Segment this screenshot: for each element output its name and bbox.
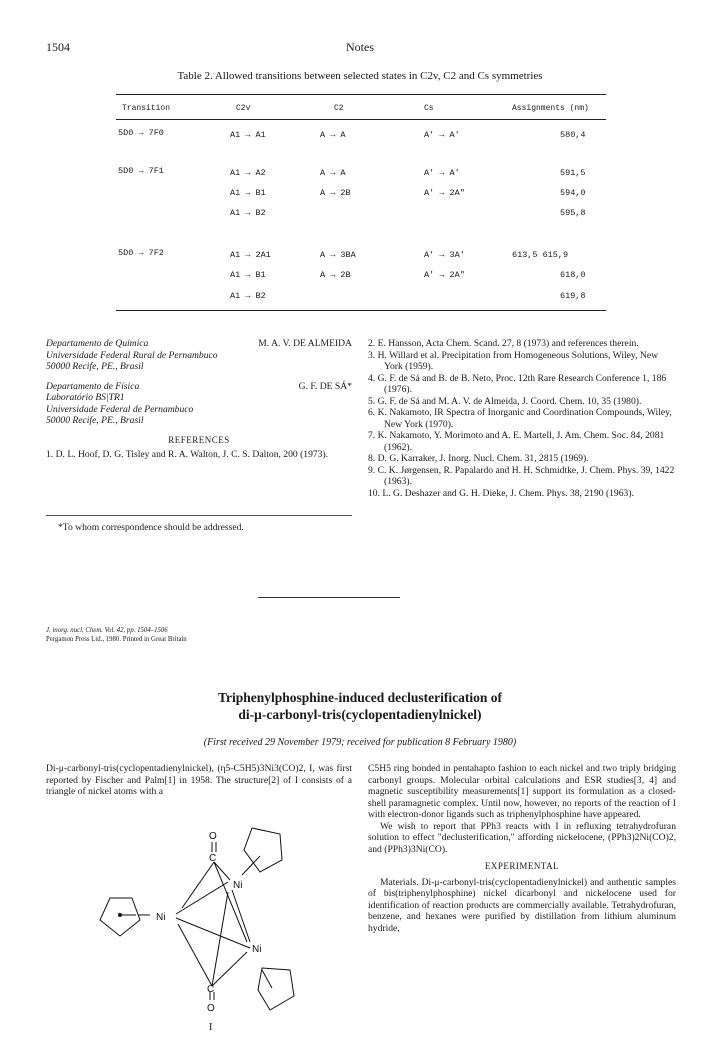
table-cell-assignment: 591,5	[560, 168, 586, 178]
structure-diagram	[82, 820, 327, 1035]
materials-paragraph: Materials. Di-μ-carbonyl-tris(cyclopentadienylnickel) and authentic samples of bis(triphenylphosphine) nickel dicarbonyl and nickelocene used for identification of reaction products are commercially available. Tetrahydrofuran, benzene, and hexanes were purified by distillation from lithium aluminum hydride,	[368, 876, 676, 934]
journal-info	[46, 627, 187, 644]
table-cell-c2v: A1 → A2	[230, 168, 266, 178]
right-column-references	[368, 338, 676, 499]
cyclopentadienyl-ring	[244, 828, 282, 872]
reference-item: 2. E. Hansson, Acta Chem. Scand. 27, 8 (1973) and references therein.	[368, 338, 639, 349]
table-cell-assignment: 594,0	[560, 188, 586, 198]
table-cell-c2v: A1 → B1	[230, 188, 266, 198]
author-name: G. F. DE SÁ*	[298, 380, 352, 392]
reference-item: 8. D. G. Karraker, J. Inorg. Nucl. Chem. 31, 2815 (1969).	[368, 453, 589, 464]
table-bottom-rule	[116, 310, 606, 311]
affiliation-line: 50000 Recife, PE., Brasil	[46, 361, 144, 372]
carbon-label-bottom: C	[207, 984, 215, 995]
table-header-assignments: Assignments (nm)	[512, 104, 589, 113]
table-cell-assignment: 619,8	[560, 291, 586, 301]
affiliation-line: Universidade Federal Rural de Pernambuco	[46, 349, 218, 361]
compound-label: I	[209, 1022, 213, 1033]
nickel-label-1: Ni	[233, 880, 243, 891]
table-cell-c2v: A1 → B1	[230, 270, 266, 280]
footnote: *To whom correspondence should be addressed.	[58, 522, 244, 533]
affiliation-2	[46, 381, 352, 427]
received-dates: (First received 29 November 1979; received for publication 8 February 1980)	[203, 737, 517, 748]
nickel-label-2: Ni	[156, 912, 166, 923]
table-header-transition: Transition	[122, 104, 171, 113]
article-separator	[258, 597, 400, 598]
article-right-column	[368, 763, 676, 934]
footnote-rule	[46, 515, 352, 516]
table-cell-cs: A' → A'	[424, 168, 460, 178]
table-cell-c2: A → A	[320, 130, 346, 140]
article-title	[0, 689, 720, 723]
table-transition: 5D0 → 7F2	[118, 248, 164, 258]
page-number: 1504	[46, 40, 70, 54]
reference-item: 1. D. L. Hoof, D. G. Tisley and R. A. Walton, J. C. S. Dalton, 200 (1973).	[46, 449, 329, 460]
table-header-rule	[116, 119, 606, 120]
affiliation-1	[46, 338, 352, 373]
table-cell-cs: A' → A'	[424, 130, 460, 140]
article-paragraph: We wish to report that PPh3 reacts with I in refluxing tetrahydrofuran solution to effect "declusterification," affording nickelocene, (PPh3)2Ni(CO)2, and (PPh3)3Ni(CO).	[368, 820, 676, 855]
affiliation-line: 50000 Recife, PE., Brasil	[46, 415, 144, 426]
article-paragraph: C5H5 ring bonded in pentahapto fashion to each nickel and two triply bridging carbonyl groups. Molecular orbital calculations and ESR studies[3, 4] and magnetic susceptibility measurements[1] support its formulation as a closed-shell paramagnetic complex. Until now, however, no reports of the reaction of I with electron-donor ligands such as triphenylphosphine have appeared.	[368, 763, 676, 820]
table-cell-assignment: 618,0	[560, 270, 586, 280]
affiliation-line: Universidade Federal de Pernambuco	[46, 403, 194, 415]
table-caption: Table 2. Allowed transitions between selected states in C2v, C2 and Cs symmetries	[177, 70, 543, 82]
table-cell-assignment: 580,4	[560, 130, 586, 140]
cyclopentadienyl-ring	[258, 968, 294, 1010]
reference-item: 5. G. F. de Sá and M. A. V. de Almeida, J. Coord. Chem. 10, 35 (1980).	[368, 395, 642, 407]
reference-item: 10. L. G. Deshazer and G. H. Dieke, J. Chem. Phys. 38, 2190 (1963).	[368, 487, 634, 499]
table-cell-cs: A' → 3A'	[424, 250, 465, 260]
table-header-cs: Cs	[424, 104, 434, 113]
table-cell-assignment: 613,5 615,9	[512, 250, 569, 260]
table-header-c2: C2	[334, 104, 344, 113]
table-header-c2v: C2v	[236, 104, 251, 113]
table-transition: 5D0 → 7F1	[118, 166, 164, 176]
table-cell-c2: A → 2B	[320, 188, 351, 198]
affiliation-line: Departamento de Física	[46, 380, 140, 392]
affiliation-line: Laboratório BS|TR1	[46, 392, 125, 403]
author-name: M. A. V. DE ALMEIDA	[258, 338, 352, 349]
reference-item: 6. K. Nakamoto, IR Spectra of Inorganic and Coordination Compounds, Wiley, New York (1970).	[368, 407, 672, 430]
table-cell-c2v: A1 → B2	[230, 291, 266, 301]
article-intro-left: Di-μ-carbonyl-tris(cyclopentadienylnickel), (η5-C5H5)3Ni3(CO)2, I, was first reported by Fischer and Palm[1] in 1958. The structure[2] of I consists of a triangle of nickel atoms with a	[46, 763, 352, 797]
reference-item: 3. H. Willard et al. Precipitation from Homogeneous Solutions, Wiley, New York (1959).	[368, 349, 659, 372]
table-cell-c2: A → 3BA	[320, 250, 356, 260]
reference-item: 9. C. K. Jørgensen, R. Papalardo and H. H. Schmidtke, J. Chem. Phys. 39, 1422 (1963).	[368, 464, 675, 487]
affiliation-line: Departamento de Química	[46, 338, 149, 349]
table-cell-c2v: A1 → 2A1	[230, 250, 271, 260]
table-cell-cs: A' → 2A"	[424, 188, 465, 198]
experimental-heading: EXPERIMENTAL	[484, 861, 560, 871]
nickel-label-3: Ni	[252, 944, 262, 955]
left-column	[46, 338, 352, 461]
table-transition: 5D0 → 7F0	[118, 128, 164, 138]
references-heading: REFERENCES	[168, 434, 230, 445]
running-head: Notes	[346, 40, 374, 54]
table-cell-c2: A → 2B	[320, 270, 351, 280]
article-title-line: di-μ-carbonyl-tris(cyclopentadienylnickel)	[238, 707, 482, 722]
reference-item: 7. K. Nakamoto, Y. Morimoto and A. E. Martell, J. Am. Chem. Soc. 84, 2081 (1962).	[368, 430, 665, 453]
table-cell-assignment: 595,8	[560, 208, 586, 218]
reference-item: 4. G. F. de Sá and B. de B. Neto, Proc. 12th Rare Research Conference 1, 186 (1976).	[368, 372, 667, 395]
journal-line: Pergamon Press Ltd., 1980. Printed in Great Britain	[46, 635, 187, 643]
oxygen-label-bottom: O	[207, 1003, 215, 1014]
carbon-label-top: C	[209, 853, 217, 864]
table-cell-c2: A → A	[320, 168, 346, 178]
table-top-rule	[116, 94, 606, 95]
journal-line: J. inorg. nucl. Chem. Vol. 42, pp. 1504–1506	[46, 627, 168, 634]
table-cell-c2v: A1 → A1	[230, 130, 266, 140]
table-cell-cs: A' → 2A"	[424, 270, 465, 280]
article-title-line: Triphenylphosphine-induced declusterification of	[217, 690, 503, 705]
table-cell-c2v: A1 → B2	[230, 208, 266, 218]
oxygen-label-top: O	[209, 831, 217, 842]
